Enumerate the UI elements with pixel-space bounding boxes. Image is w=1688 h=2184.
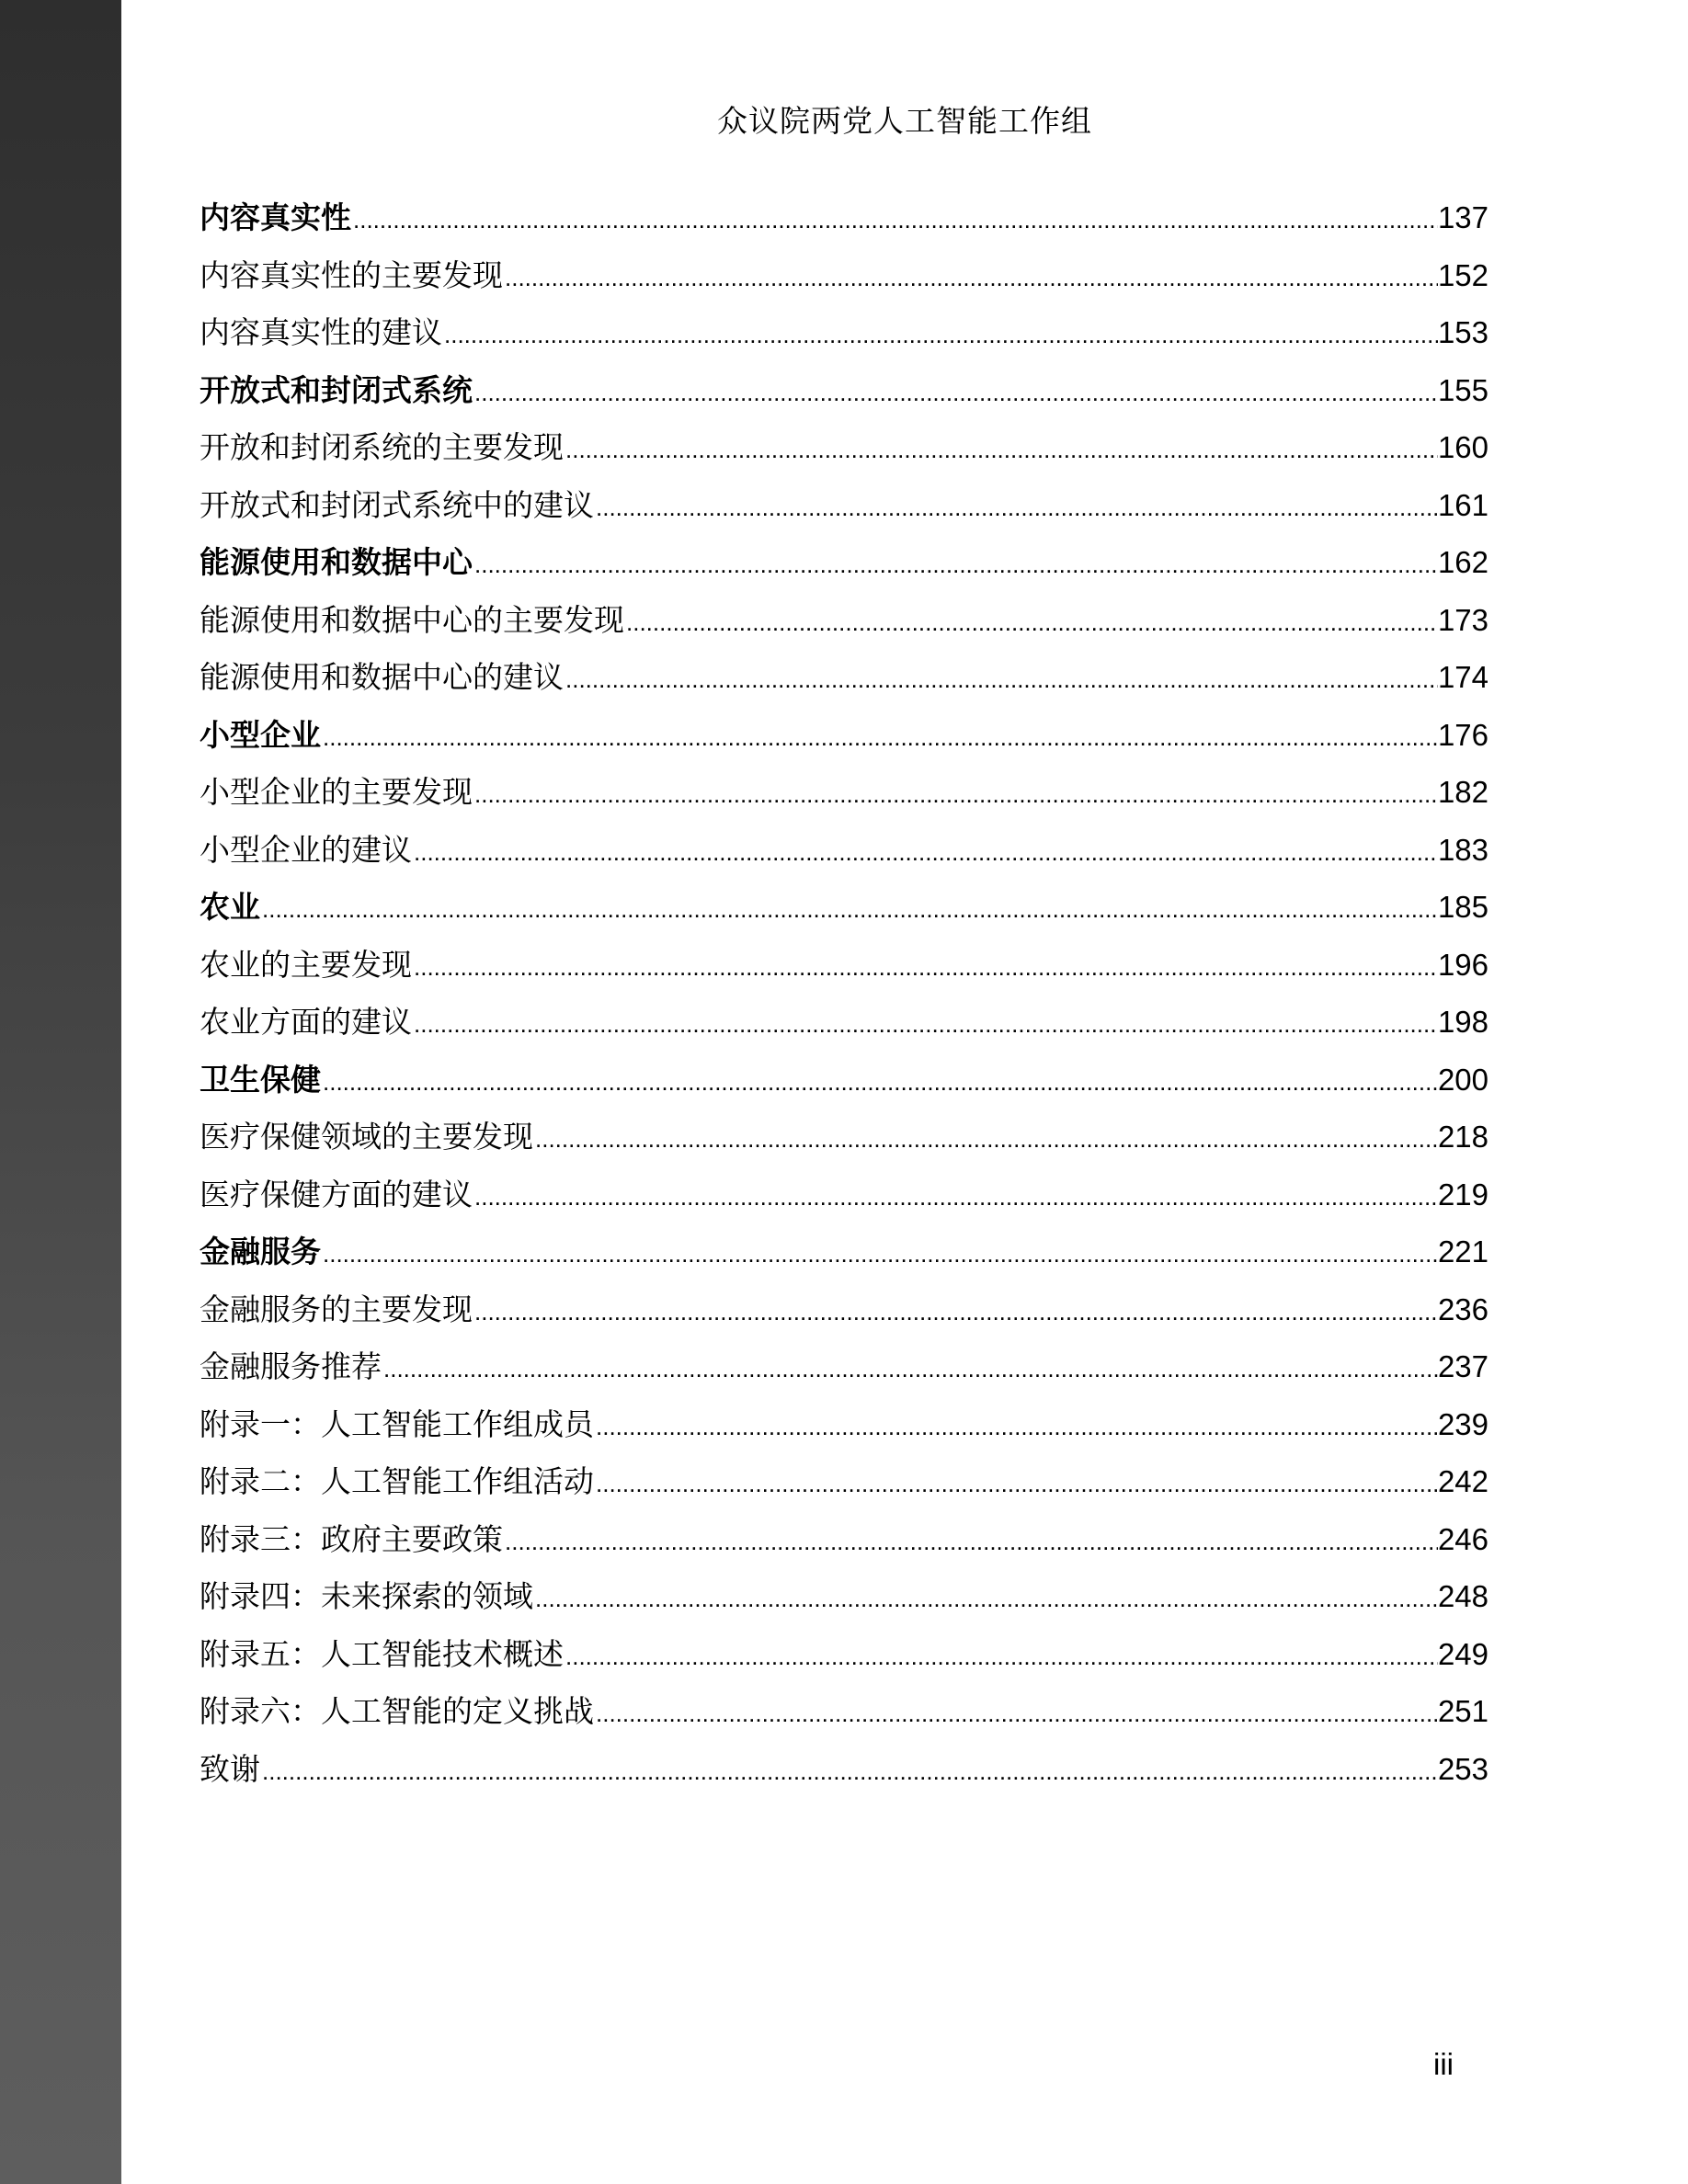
toc-entry-page: 185 <box>1437 890 1488 924</box>
toc-dot-leader <box>321 712 1438 762</box>
toc-entry-title: 农业的主要发现 <box>200 946 412 983</box>
toc-entry-page: 221 <box>1437 1234 1488 1268</box>
toc-dot-leader <box>564 425 1438 474</box>
toc-entry-page: 248 <box>1437 1579 1488 1613</box>
toc-entry[interactable] <box>200 940 1488 998</box>
toc-entry-page: 173 <box>1437 602 1488 637</box>
table-of-contents <box>200 193 1488 1802</box>
toc-entry-page: 219 <box>1437 1177 1488 1211</box>
toc-entry-title: 内容真实性的建议 <box>200 314 442 350</box>
toc-entry-title: 附录五：人工智能技术概述 <box>200 1635 564 1672</box>
toc-entry-title: 金融服务 <box>200 1234 321 1269</box>
toc-entry[interactable] <box>200 1745 1488 1803</box>
toc-dot-leader <box>624 597 1438 647</box>
toc-dot-leader <box>351 195 1438 245</box>
toc-dot-leader <box>473 769 1438 819</box>
toc-entry[interactable] <box>200 423 1488 481</box>
toc-entry[interactable] <box>200 1285 1488 1343</box>
toc-entry[interactable] <box>200 1400 1488 1458</box>
toc-entry-title: 开放和封闭系统的主要发现 <box>200 429 564 465</box>
toc-entry-page: 183 <box>1437 832 1488 867</box>
toc-entry[interactable] <box>200 1112 1488 1170</box>
toc-entry[interactable] <box>200 1227 1488 1285</box>
toc-entry-title: 农业 <box>200 889 260 925</box>
toc-dot-leader <box>594 1459 1438 1508</box>
toc-dot-leader <box>473 1172 1438 1222</box>
toc-dot-leader <box>382 1344 1438 1393</box>
toc-entry[interactable] <box>200 882 1488 940</box>
toc-entry[interactable] <box>200 997 1488 1055</box>
toc-entry-page: 160 <box>1437 430 1488 464</box>
toc-entry[interactable] <box>200 1572 1488 1630</box>
toc-dot-leader <box>594 1402 1438 1451</box>
toc-entry-page: 161 <box>1437 487 1488 522</box>
toc-entry-title: 开放式和封闭式系统 <box>200 371 473 408</box>
toc-entry[interactable] <box>200 653 1488 711</box>
toc-entry-title: 内容真实性 <box>200 199 351 235</box>
toc-entry-page: 176 <box>1437 717 1488 752</box>
toc-dot-leader <box>533 1574 1438 1623</box>
toc-entry[interactable] <box>200 1170 1488 1228</box>
toc-entry-title: 内容真实性的主要发现 <box>200 256 503 293</box>
toc-dot-leader <box>412 999 1438 1049</box>
toc-entry-page: 162 <box>1437 545 1488 579</box>
toc-entry-title: 附录六：人工智能的定义挑战 <box>200 1693 594 1729</box>
toc-entry-page: 174 <box>1437 660 1488 694</box>
toc-dot-leader <box>503 1517 1438 1566</box>
toc-entry-title: 附录一：人工智能工作组成员 <box>200 1405 594 1442</box>
toc-entry[interactable] <box>200 251 1488 309</box>
toc-entry[interactable] <box>200 711 1488 768</box>
toc-dot-leader <box>473 368 1438 417</box>
toc-entry-title: 附录二：人工智能工作组活动 <box>200 1463 594 1499</box>
toc-dot-leader <box>321 1229 1438 1279</box>
toc-dot-leader <box>594 1689 1438 1738</box>
toc-entry-page: 253 <box>1437 1751 1488 1786</box>
toc-dot-leader <box>260 1746 1438 1796</box>
toc-entry-page: 236 <box>1437 1291 1488 1326</box>
toc-entry[interactable] <box>200 1515 1488 1573</box>
toc-entry[interactable] <box>200 538 1488 596</box>
toc-dot-leader <box>412 942 1438 992</box>
toc-dot-leader <box>442 310 1438 359</box>
toc-entry[interactable] <box>200 481 1488 539</box>
toc-entry-title: 金融服务推荐 <box>200 1348 382 1384</box>
toc-entry-title: 附录四：未来探索的领域 <box>200 1578 533 1614</box>
toc-dot-leader <box>594 483 1438 532</box>
toc-entry-title: 能源使用和数据中心的主要发现 <box>200 601 624 638</box>
toc-entry-page: 155 <box>1437 372 1488 407</box>
toc-entry-title: 金融服务的主要发现 <box>200 1291 473 1327</box>
toc-entry-page: 200 <box>1437 1062 1488 1097</box>
toc-entry[interactable] <box>200 308 1488 366</box>
toc-entry-title: 开放式和封闭式系统中的建议 <box>200 486 594 523</box>
page-number: iii <box>1433 2047 1454 2081</box>
toc-entry-title: 农业方面的建议 <box>200 1004 412 1040</box>
toc-entry-page: 182 <box>1437 775 1488 809</box>
toc-dot-leader <box>321 1057 1438 1107</box>
toc-dot-leader <box>412 827 1438 877</box>
toc-entry-title: 小型企业的建议 <box>200 831 412 868</box>
toc-entry-title: 能源使用和数据中心 <box>200 544 473 580</box>
toc-dot-leader <box>473 1287 1438 1337</box>
toc-entry-page: 196 <box>1437 947 1488 982</box>
toc-entry-page: 239 <box>1437 1406 1488 1441</box>
toc-entry-page: 242 <box>1437 1464 1488 1498</box>
toc-entry[interactable] <box>200 366 1488 424</box>
toc-entry-title: 致谢 <box>200 1750 260 1787</box>
toc-entry-page: 249 <box>1437 1636 1488 1671</box>
toc-entry-page: 251 <box>1437 1694 1488 1728</box>
toc-dot-leader <box>533 1114 1438 1164</box>
toc-entry[interactable] <box>200 596 1488 654</box>
toc-entry-page: 246 <box>1437 1521 1488 1556</box>
toc-dot-leader <box>564 654 1438 704</box>
toc-entry-title: 医疗保健领域的主要发现 <box>200 1119 533 1155</box>
toc-entry-title: 卫生保健 <box>200 1061 321 1098</box>
toc-entry[interactable] <box>200 825 1488 883</box>
side-bar-decoration <box>0 0 121 2184</box>
toc-entry-page: 218 <box>1437 1120 1488 1154</box>
toc-entry[interactable] <box>200 768 1488 825</box>
toc-entry-page: 137 <box>1437 200 1488 234</box>
toc-entry[interactable] <box>200 1055 1488 1113</box>
toc-entry-page: 153 <box>1437 315 1488 349</box>
toc-entry-page: 152 <box>1437 257 1488 292</box>
toc-entry-page: 198 <box>1437 1005 1488 1039</box>
toc-dot-leader <box>503 253 1438 302</box>
toc-entry[interactable] <box>200 1342 1488 1400</box>
toc-dot-leader <box>564 1632 1438 1681</box>
toc-entry-title: 能源使用和数据中心的建议 <box>200 659 564 695</box>
toc-entry[interactable] <box>200 1687 1488 1745</box>
toc-entry-title: 附录三：政府主要政策 <box>200 1520 503 1557</box>
toc-entry-page: 237 <box>1437 1349 1488 1383</box>
toc-entry-title: 医疗保健方面的建议 <box>200 1176 473 1212</box>
toc-entry[interactable] <box>200 193 1488 251</box>
page-header: 众议院两党人工智能工作组 <box>717 103 1092 139</box>
toc-entry[interactable] <box>200 1630 1488 1688</box>
toc-entry-title: 小型企业 <box>200 716 321 753</box>
toc-dot-leader <box>260 884 1438 934</box>
toc-entry-title: 小型企业的主要发现 <box>200 774 473 810</box>
toc-entry[interactable] <box>200 1457 1488 1515</box>
toc-dot-leader <box>473 540 1438 589</box>
